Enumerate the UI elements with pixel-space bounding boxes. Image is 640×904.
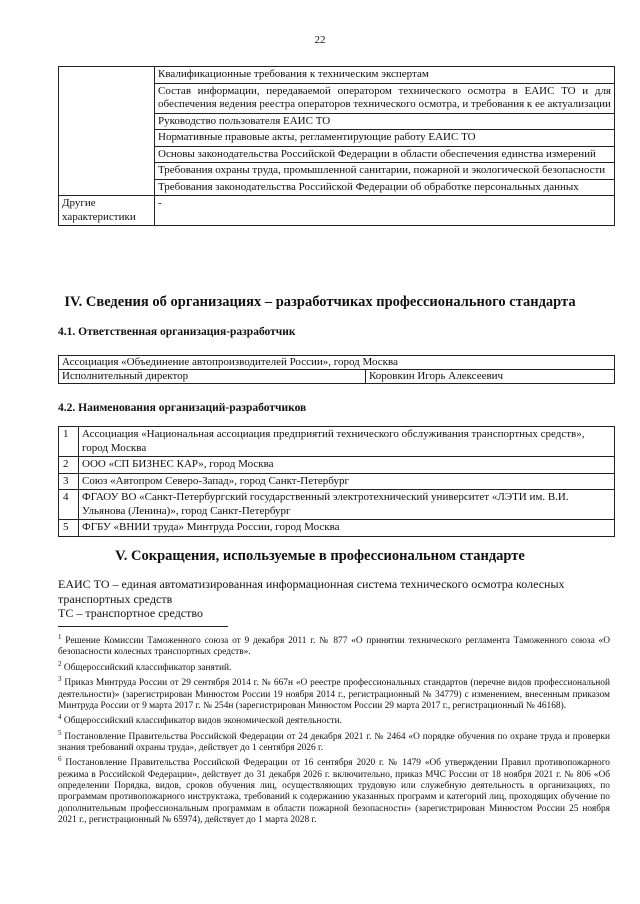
page-number: 22 (314, 34, 326, 46)
empty-cell (59, 67, 155, 196)
table-cell: Состав информации, передаваемой оператором технического осмотра в ЕАИС ТО и для обеспечения ведения реестра операторов технического осмотра, и требования к ее актуализации (155, 83, 615, 113)
table-cell: Основы законодательства Российской Федерации в области обеспечения единства измерений (155, 146, 615, 163)
subsection-4-2-heading: 4.2. Наименования организаций-разработчиков (58, 402, 307, 414)
developers-table (58, 426, 615, 537)
footnote: $^2$ Общероссийский классификатор занятий. (58, 659, 232, 673)
developer-name: ФГАОУ ВО «Санкт-Петербургский государственный электротехнический университет «ЛЭТИ им. В.И. Ульянова (Ленина)», город Санкт-Петербург (79, 490, 615, 520)
row-number: 4 (59, 490, 79, 520)
footnote-separator (58, 626, 228, 627)
subsection-4-1-heading: 4.1. Ответственная организация-разработчик (58, 326, 296, 338)
other-characteristics-label: Другие характеристики (59, 196, 155, 226)
table-row (59, 490, 615, 520)
table-cell: Требования охраны труда, промышленной санитарии, пожарной и экологической безопасности (155, 163, 615, 180)
table-row (59, 520, 615, 537)
footnote: $^1$ Решение Комиссии Таможенного союза от 9 декабря 2011 г. № 877 «О принятии технического регламента Таможенного союза «О безопасности колесных транспортных средств». (58, 633, 610, 658)
table-row (59, 457, 615, 474)
table-cell: Квалификационные требования к техническим экспертам (155, 67, 615, 84)
table-row (59, 196, 615, 226)
table-cell: Требования законодательства Российской Федерации об обработке персональных данных (155, 179, 615, 196)
footnote: $^5$ Постановление Правительства Российской Федерации от 24 декабря 2021 г. № 2464 «О порядке обучения по охране труда и проверки знания требований охраны труда», действует до 1 сентября 2026 г. (58, 728, 610, 753)
section-5-heading: V. Сокращения, используемые в профессиональном стандарте (115, 548, 525, 564)
row-number: 3 (59, 473, 79, 490)
developer-name: ООО «СП БИЗНЕС КАР», город Москва (79, 457, 615, 474)
section-4-heading: IV. Сведения об организациях – разработчиках профессионального стандарта (64, 294, 576, 310)
table-row (59, 370, 615, 384)
developer-name: ФГБУ «ВНИИ труда» Минтруда России, город Москва (79, 520, 615, 537)
position: Исполнительный директор (59, 370, 366, 384)
table-row (59, 356, 615, 370)
person-name: Коровкин Игорь Алексеевич (366, 370, 615, 384)
footnote: $^3$ Приказ Минтруда России от 29 сентября 2014 г. № 667н «О реестре профессиональных стандартов (перечне видов профессиональной деятельности)» (зарегистрирован Минюстом России 19 ноября 2014 г., регистрационный № 34779) с изменением, внесенным приказом Минтруда России от 9 марта 2017 г. № 254н (зарегистрирован Минюстом России 29 марта 2017 г., регистрационный № 46168). (58, 675, 610, 711)
developer-name: Союз «Автопром Северо-Запад», город Санкт-Петербург (79, 473, 615, 490)
table-cell: Нормативные правовые акты, регламентирующие работу ЕАИС ТО (155, 130, 615, 147)
footnote: $^4$ Общероссийский классификатор видов экономической деятельности. (58, 713, 343, 727)
table-row (59, 427, 615, 457)
abbreviation-eais-to: ЕАИС ТО – единая автоматизированная информационная система технического осмотра колесных транспортных средств (58, 577, 565, 606)
requirements-table (58, 66, 615, 226)
organization-name: Ассоциация «Объединение автопроизводителей России», город Москва (59, 356, 615, 370)
row-number: 1 (59, 427, 79, 457)
abbreviation-ts: ТС – транспортное средство (58, 606, 203, 620)
row-number: 2 (59, 457, 79, 474)
other-characteristics-value: - (155, 196, 615, 226)
table-cell: Руководство пользователя ЕАИС ТО (155, 113, 615, 130)
footnotes (58, 632, 610, 826)
row-number: 5 (59, 520, 79, 537)
footnote: $^6$ Постановление Правительства Российской Федерации от 16 сентября 2020 г. № 1479 «Об утверждении Правил противопожарного режима в Российской Федерации», действует до 31 декабря 2026 г. включительно, приказ МЧС России от 18 ноября 2021 г. № 806 «Об определении Порядка, видов, сроков обучения лиц, осуществляющих трудовую или служебную деятельность в организациях, по программам противопожарного инструктажа, требований к содержанию указанных программ и категорий лиц, проходящих обучение по дополнительным профессиональным программам в области пожарной безопасности» (зарегистрирован Минюстом России 25 ноября 2021 г., регистрационный № 65974), действует до 1 марта 2028 г. (58, 755, 610, 825)
table-row (59, 473, 615, 490)
developer-name: Ассоциация «Национальная ассоциация предприятий технического обслуживания транспортных средств», город Москва (79, 427, 615, 457)
table-row (59, 67, 615, 84)
responsible-organization-table (58, 355, 615, 384)
